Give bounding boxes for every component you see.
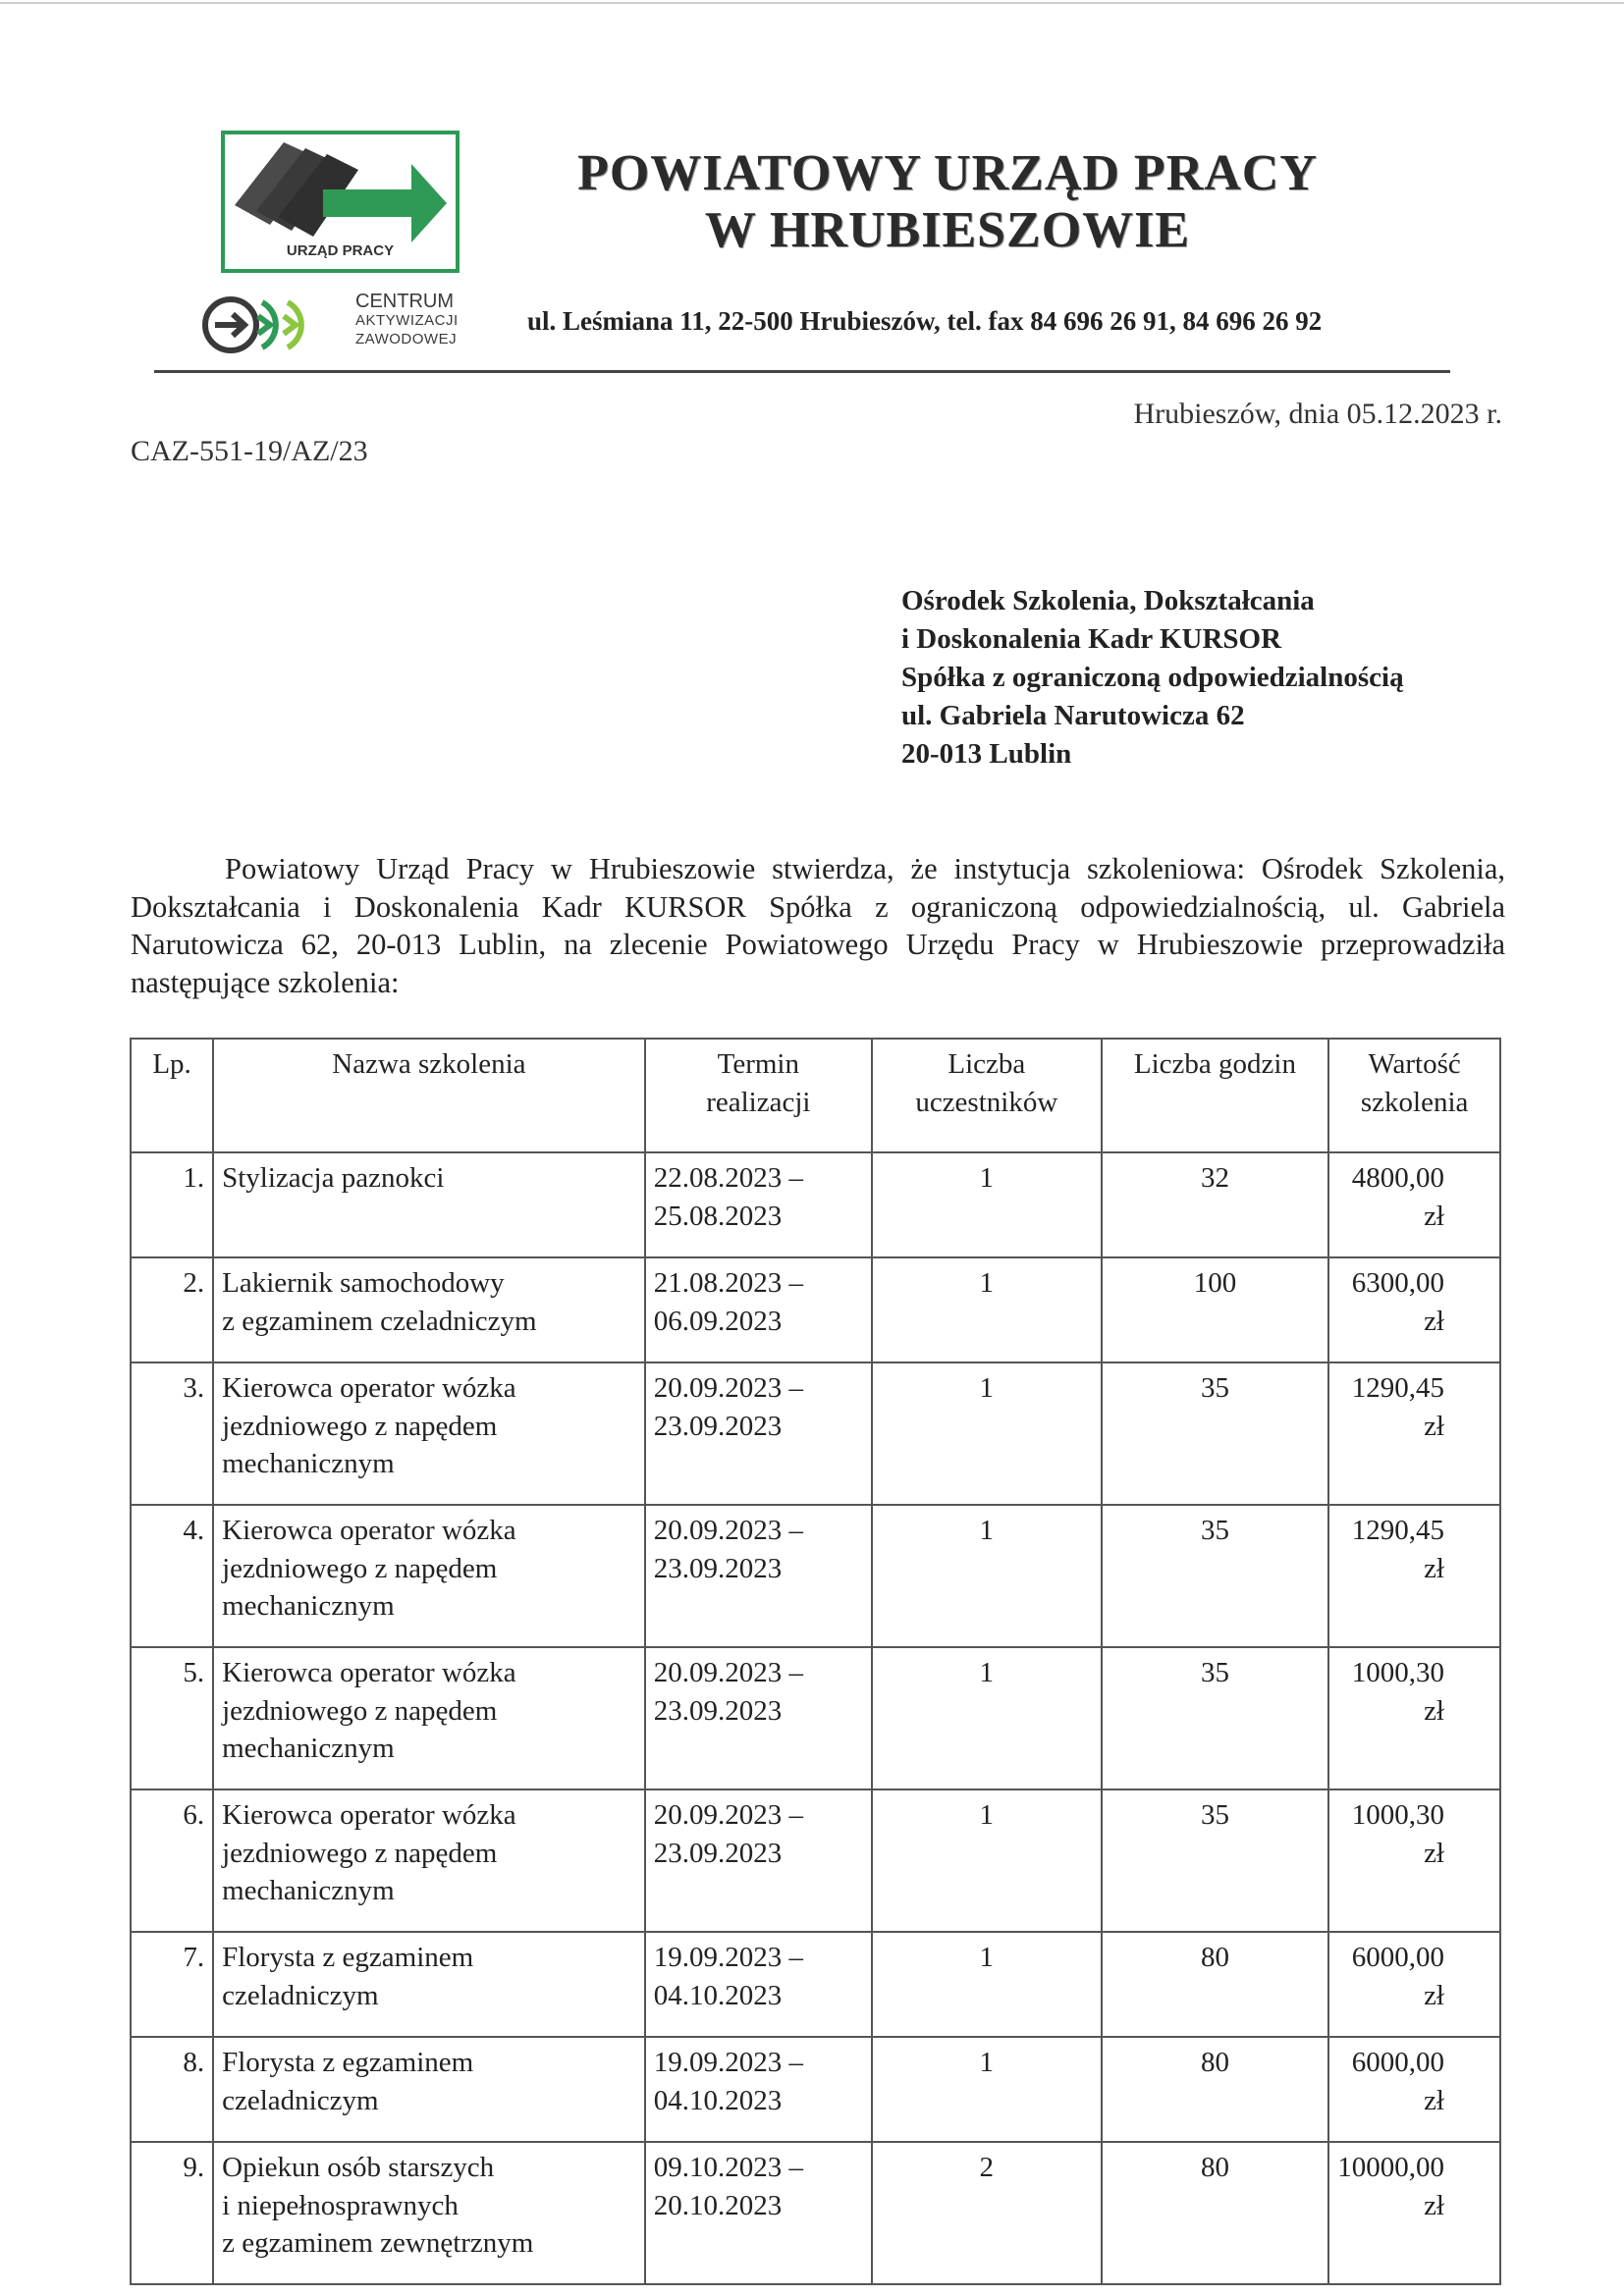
- cell-term: [645, 1257, 872, 1362]
- cell-term-line: 23.09.2023: [653, 1410, 783, 1442]
- place-date: Hrubieszów, dnia 05.12.2023 r.: [1133, 398, 1502, 430]
- table-body: [131, 1152, 1500, 2284]
- cell-name-line: mechanicznym: [222, 1590, 395, 1622]
- cell-value: 1000,30 zł: [1328, 1789, 1500, 1932]
- cell-value: 6000,00 zł: [1328, 1932, 1500, 2037]
- cell-term-line: 25.08.2023: [653, 1200, 783, 1232]
- cell-hours: 35: [1102, 1505, 1329, 1647]
- cell-name: [213, 2037, 645, 2142]
- cell-name-line: Lakiernik samochodowy: [222, 1267, 505, 1299]
- cell-name-line: i niepełnosprawnych: [222, 2189, 459, 2221]
- cell-name-line: czeladniczym: [222, 1979, 379, 2011]
- table-row: [131, 1152, 1500, 1257]
- cell-name: [213, 1647, 645, 1789]
- cell-term-line: 23.09.2023: [653, 1837, 783, 1869]
- header-value: [1328, 1039, 1500, 1152]
- cell-participants: 1: [872, 1152, 1102, 1257]
- organization-address: ul. Leśmiana 11, 22-500 Hrubieszów, tel. fax 84 696 26 91, 84 696 26 92: [527, 306, 1323, 336]
- cell-participants: 1: [872, 1505, 1102, 1647]
- cell-term-line: 21.08.2023 –: [653, 1267, 803, 1299]
- reference-number: CAZ-551-19/AZ/23: [131, 435, 368, 467]
- cell-name-line: Kierowca operator wózka: [222, 1799, 516, 1831]
- cell-term-line: 04.10.2023: [653, 2084, 783, 2116]
- cell-value: 4800,00 zł: [1328, 1152, 1500, 1257]
- cell-term-line: 20.09.2023 –: [653, 1799, 803, 1831]
- cell-lp: 4.: [131, 1505, 213, 1647]
- cell-term-line: 19.09.2023 –: [653, 2047, 803, 2078]
- caz-arrows-icon: [201, 291, 349, 359]
- cell-term-line: 23.09.2023: [653, 1694, 783, 1727]
- logo-caption: URZĄD PRACY: [286, 242, 395, 259]
- recipient-line2: i Doskonalenia Kadr KURSOR: [901, 623, 1282, 655]
- header-participants: [872, 1039, 1102, 1152]
- cell-term-line: 04.10.2023: [653, 1979, 783, 2011]
- table-row: [131, 2142, 1500, 2284]
- table-row: [131, 1362, 1500, 1505]
- cell-name: [213, 1789, 645, 1932]
- recipient-line5: 20-013 Lublin: [901, 738, 1072, 770]
- cell-name-line: Florysta z egzaminem: [222, 2047, 474, 2078]
- cell-term: [645, 1789, 872, 1932]
- recipient-line4: ul. Gabriela Narutowicza 62: [901, 700, 1245, 731]
- title-line2: W HRUBIESZOWIE: [704, 202, 1191, 258]
- cell-hours: 80: [1102, 1932, 1329, 2037]
- cell-term-line: 23.09.2023: [653, 1552, 783, 1584]
- cell-name-line: czeladniczym: [222, 2084, 379, 2116]
- header-name: Nazwa szkolenia: [213, 1039, 645, 1152]
- cell-hours: 100: [1102, 1257, 1329, 1362]
- cell-name-line: mechanicznym: [222, 1875, 395, 1906]
- cell-hours: 35: [1102, 1789, 1329, 1932]
- scan-top-edge: [0, 2, 1624, 4]
- cell-hours: 80: [1102, 2142, 1329, 2284]
- title-line1: POWIATOWY URZĄD PRACY: [577, 145, 1318, 201]
- cell-participants: 1: [872, 1257, 1102, 1362]
- recipient-line3: Spółka z ograniczoną odpowiedzialnością: [901, 662, 1404, 693]
- cell-name: [213, 2142, 645, 2284]
- caz-line3: ZAWODOWEJ: [355, 331, 458, 347]
- cell-name-line: jezdniowego z napędem: [222, 1837, 498, 1869]
- cell-participants: 1: [872, 1362, 1102, 1505]
- cell-term-line: 20.09.2023 –: [653, 1657, 803, 1688]
- cell-value: 6000,00 zł: [1328, 2037, 1500, 2142]
- cell-participants: 2: [872, 2142, 1102, 2284]
- table-row: [131, 1789, 1500, 1932]
- header-hours: Liczba godzin: [1102, 1039, 1329, 1152]
- cell-value: 6300,00 zł: [1328, 1257, 1500, 1362]
- cell-term-line: 09.10.2023 –: [653, 2152, 803, 2183]
- letter-body: [131, 850, 1505, 1001]
- cell-name: [213, 1362, 645, 1505]
- recipient-line1: Ośrodek Szkolenia, Dokształcania: [901, 585, 1315, 616]
- header-term-line2: realizacji: [706, 1086, 811, 1118]
- table-row: [131, 1505, 1500, 1647]
- header-value-line1: Wartość: [1368, 1048, 1461, 1080]
- header-value-line2: szkolenia: [1360, 1086, 1469, 1118]
- cell-term: [645, 2037, 872, 2142]
- cell-lp: 9.: [131, 2142, 213, 2284]
- table-row: [131, 1647, 1500, 1789]
- header-participants-line2: uczestników: [915, 1086, 1058, 1118]
- cell-term: [645, 1647, 872, 1789]
- cell-value: 1290,45 zł: [1328, 1505, 1500, 1647]
- cell-name-line: Kierowca operator wózka: [222, 1657, 516, 1688]
- cell-lp: 6.: [131, 1789, 213, 1932]
- caz-line2: AKTYWIZACJI: [355, 312, 459, 329]
- cell-name-line: jezdniowego z napędem: [222, 1552, 498, 1584]
- trainings-table: [130, 1038, 1501, 2285]
- table-row: [131, 2037, 1500, 2142]
- cell-lp: 1.: [131, 1152, 213, 1257]
- body-paragraph: Powiatowy Urząd Pracy w Hrubieszowie stwierdza, że instytucja szkoleniowa: Ośrodek Szkolenia, Dokształcania i Doskonalenia Kadr KURSOR Spółka z ograniczoną odpowiedzialnością, ul. Gabriela Narutowicza 62, 20-013 Lublin, na zlecenie Powiatowego Urzędu Pracy w Hrubieszowie przeprowadziła następujące szkolenia:: [131, 852, 1505, 999]
- table-header-row: [131, 1039, 1500, 1152]
- cell-participants: 1: [872, 2037, 1102, 2142]
- cell-hours: 80: [1102, 2037, 1329, 2142]
- recipient-address: [901, 582, 1404, 774]
- cell-hours: 32: [1102, 1152, 1329, 1257]
- cell-name-line: mechanicznym: [222, 1733, 395, 1764]
- header-lp: Lp.: [131, 1039, 213, 1152]
- cell-name-line: Kierowca operator wózka: [222, 1515, 516, 1546]
- urzad-pracy-logo: [221, 131, 460, 273]
- cell-term-line: 20.09.2023 –: [653, 1515, 803, 1546]
- cell-term: [645, 1932, 872, 2037]
- organization-title: [491, 145, 1404, 259]
- cell-term-line: 19.09.2023 –: [653, 1942, 803, 1973]
- header-divider: [154, 370, 1450, 373]
- cell-term: [645, 1505, 872, 1647]
- cell-participants: 1: [872, 1932, 1102, 2037]
- cell-name-line: Stylizacja paznokci: [222, 1162, 445, 1194]
- cell-lp: 7.: [131, 1932, 213, 2037]
- cell-value: 1000,30 zł: [1328, 1647, 1500, 1789]
- cell-term: [645, 1362, 872, 1505]
- cell-lp: 3.: [131, 1362, 213, 1505]
- cell-name: [213, 1505, 645, 1647]
- cell-hours: 35: [1102, 1647, 1329, 1789]
- cell-name-line: Florysta z egzaminem: [222, 1942, 474, 1973]
- cell-name-line: Kierowca operator wózka: [222, 1372, 516, 1404]
- cell-name-line: mechanicznym: [222, 1448, 395, 1479]
- cell-name: [213, 1257, 645, 1362]
- cell-participants: 1: [872, 1789, 1102, 1932]
- cell-term: [645, 1152, 872, 1257]
- caz-logo-text: [355, 293, 459, 348]
- caz-line1: CENTRUM: [355, 291, 454, 312]
- cell-term-line: 22.08.2023 –: [653, 1162, 803, 1194]
- table-row: [131, 1257, 1500, 1362]
- header-participants-line1: Liczba: [947, 1048, 1026, 1080]
- cell-term-line: 20.09.2023 –: [653, 1372, 803, 1404]
- cell-lp: 5.: [131, 1647, 213, 1789]
- cell-term: [645, 2142, 872, 2284]
- cell-hours: 35: [1102, 1362, 1329, 1505]
- cell-name: [213, 1932, 645, 2037]
- cell-name-line: Opiekun osób starszych: [222, 2152, 495, 2183]
- cell-lp: 8.: [131, 2037, 213, 2142]
- cell-term-line: 06.09.2023: [653, 1305, 783, 1337]
- cell-term-line: 20.10.2023: [653, 2189, 783, 2221]
- cell-value: 10000,00 zł: [1328, 2142, 1500, 2284]
- cell-value: 1290,45 zł: [1328, 1362, 1500, 1505]
- cell-lp: 2.: [131, 1257, 213, 1362]
- cell-name-line: z egzaminem zewnętrznym: [222, 2227, 534, 2259]
- cell-name: [213, 1152, 645, 1257]
- cell-name-line: jezdniowego z napędem: [222, 1410, 498, 1442]
- cell-name-line: jezdniowego z napędem: [222, 1694, 498, 1727]
- header-term: [645, 1039, 872, 1152]
- cell-participants: 1: [872, 1647, 1102, 1789]
- table-row: [131, 1932, 1500, 2037]
- header-term-line1: Termin: [717, 1048, 799, 1080]
- cell-name-line: z egzaminem czeladniczym: [222, 1305, 537, 1337]
